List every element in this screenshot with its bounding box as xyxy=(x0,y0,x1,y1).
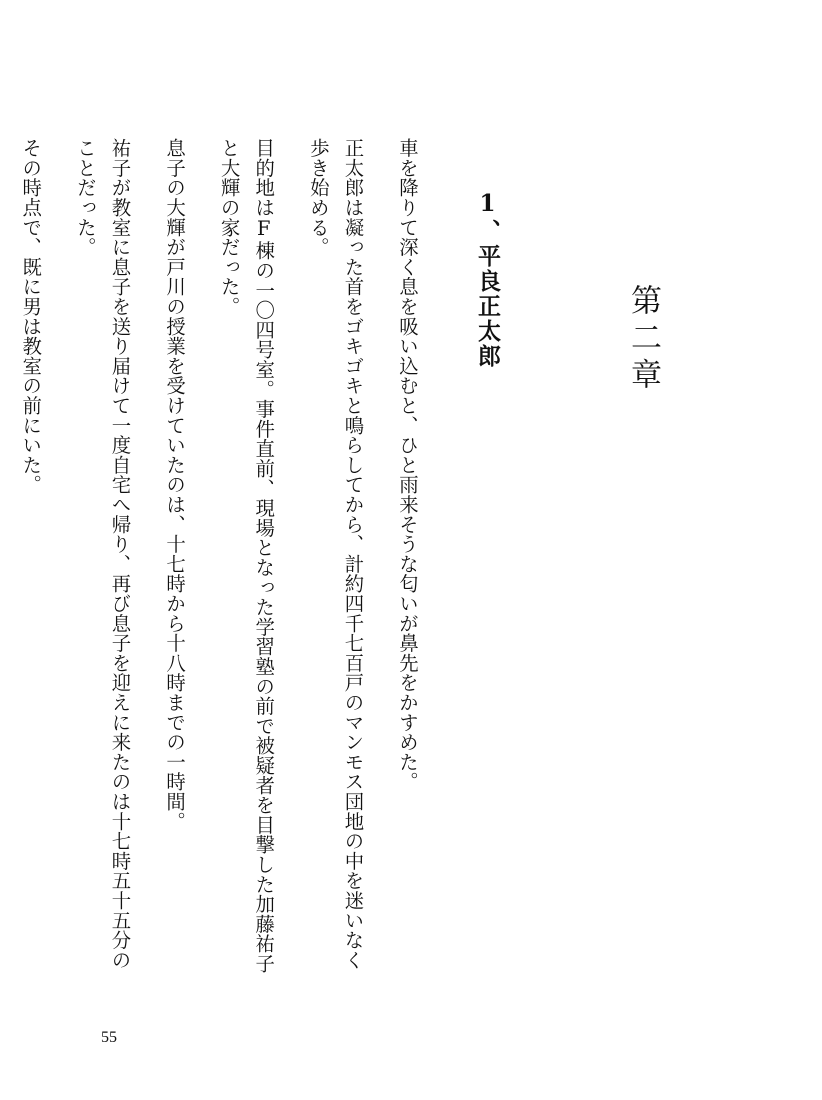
body-line: 目的地はF棟の一〇四号室。事件直前、現場となった学習塾の前で被疑者を目撃した加藤祐子 xyxy=(252,138,276,974)
body-line: 正太郎は凝った首をゴキゴキと鳴らしてから、計約四千七百戸のマンモス団地の中を迷いなく xyxy=(341,138,365,970)
body-line: 祐子が教室に息子を送り届けて一度自宅へ帰り、再び息子を迎えに来たのは十七時五十五分の xyxy=(108,138,132,970)
body-line: 歩き始める。 xyxy=(306,138,330,257)
body-text xyxy=(0,138,444,1038)
body-line: その時点で、既に男は教室の前にいた。 xyxy=(19,138,43,495)
body-line: と大輝の家だった。 xyxy=(217,138,241,317)
body-line: 車を降りて深く息を吸い込むと、ひと雨来そうな匂いが鼻先をかすめた。 xyxy=(396,138,419,792)
body-line: 息子の大輝が戸川の授業を受けていたのは、十七時から十八時までの一時間。 xyxy=(163,138,187,831)
chapter-title: 第二章 xyxy=(625,284,661,395)
body-line xyxy=(0,138,13,1038)
page-number: 55 xyxy=(101,1029,117,1046)
body-line: ことだった。 xyxy=(73,138,97,257)
section-title: 1、平良正太郎 xyxy=(474,190,501,369)
